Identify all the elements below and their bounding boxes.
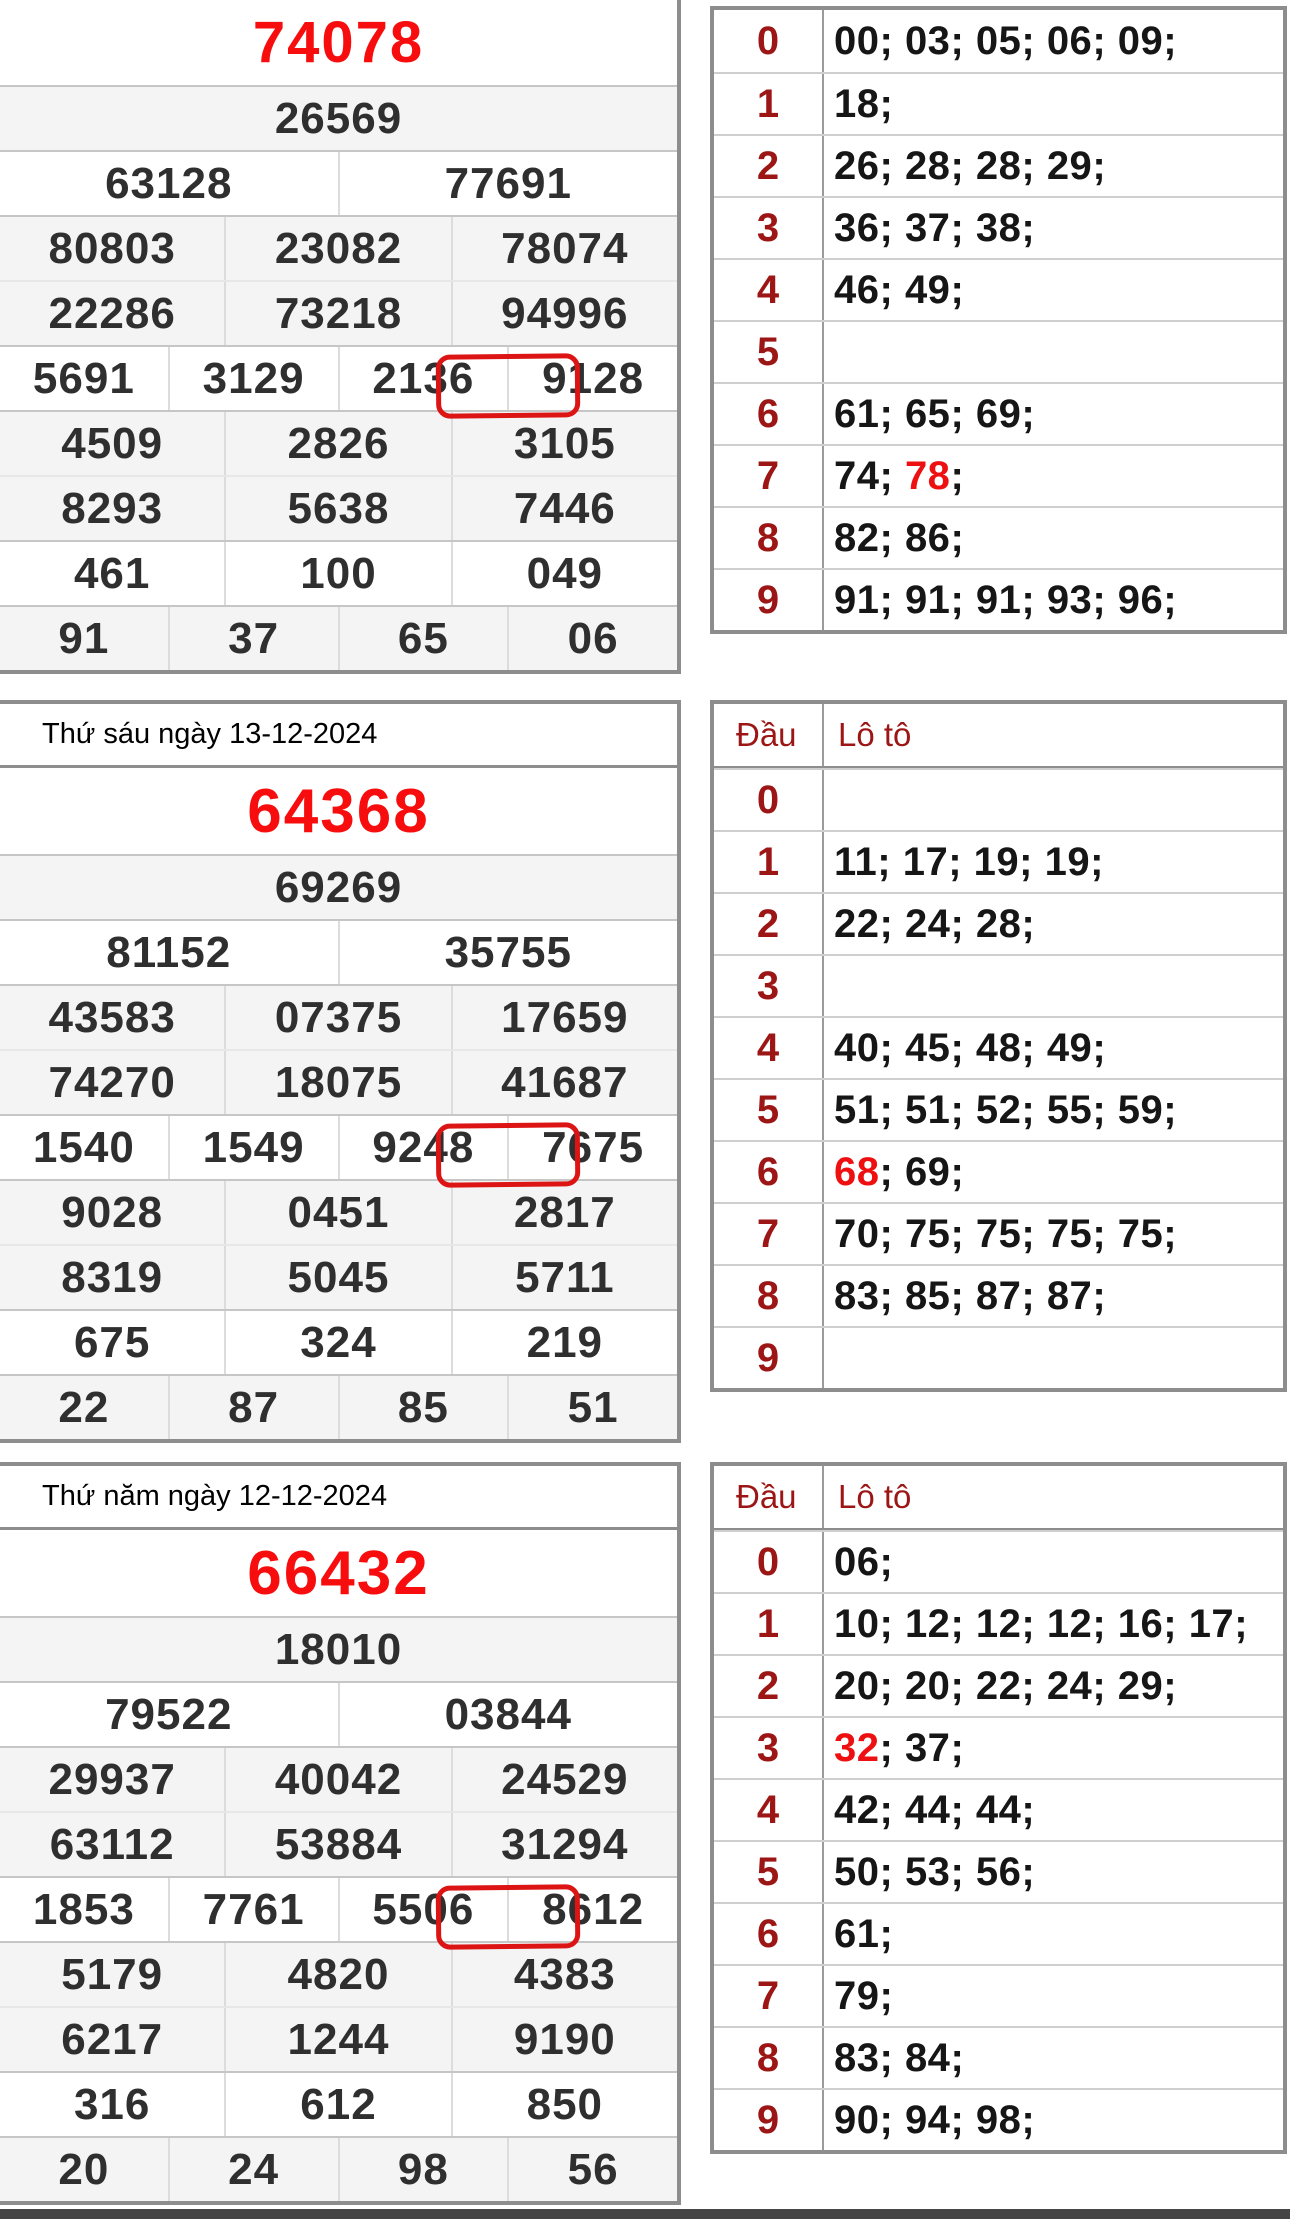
loto-value: 28 <box>975 901 1022 946</box>
loto-row <box>714 1716 1283 1778</box>
loto-values-cell: 18 ; <box>834 81 894 126</box>
prize-cell: 2817 <box>451 1181 677 1244</box>
special-prize-number: 74078 <box>252 10 425 75</box>
dau-loto-table-3 <box>710 1462 1287 2154</box>
prize-cell: 4820 <box>224 1943 450 2006</box>
loto-value-highlighted: 68 <box>834 1149 880 1194</box>
special-prize-row <box>0 768 677 854</box>
loto-row <box>714 954 1283 1016</box>
loto-row <box>714 1964 1283 2026</box>
loto-value: 03 <box>904 18 951 63</box>
prize-cell: 850 <box>451 2073 677 2136</box>
loto-value: 28 <box>904 143 951 188</box>
prize-cell: 81152 <box>106 927 232 977</box>
loto-value: 51 <box>834 1087 880 1132</box>
loto-values-cell: 26 ; 28 ; 28 ; 29 ; <box>834 143 1107 188</box>
loto-row <box>714 1592 1283 1654</box>
prize-table-1 <box>0 0 681 674</box>
dau-header-label: Đầu <box>714 1466 824 1528</box>
loto-value: 69 <box>904 1149 951 1194</box>
loto-value: 84 <box>904 2035 951 2080</box>
prize-cell: 31294 <box>451 1813 677 1876</box>
loto-value: 18 <box>834 81 880 126</box>
dau-digit-cell: 6 <box>714 1142 824 1202</box>
dau-digit-cell: 8 <box>714 508 824 568</box>
loto-value: 75 <box>1046 1211 1093 1256</box>
prize-row <box>0 345 677 410</box>
special-prize-row <box>0 0 677 85</box>
loto-value: 91 <box>904 577 951 622</box>
loto-row <box>714 1078 1283 1140</box>
loto-value: 44 <box>975 1787 1022 1832</box>
prize-row <box>0 919 677 984</box>
prize-row <box>0 2006 677 2071</box>
dau-digit-cell: 5 <box>714 1842 824 1902</box>
prize-cell: 7675 <box>507 1116 677 1179</box>
dau-digit-cell: 5 <box>714 1080 824 1140</box>
prize-cell: 100 <box>224 542 450 605</box>
loto-value: 83 <box>834 1273 880 1318</box>
dau-digit-cell: 0 <box>714 770 824 830</box>
prize-cell: 2826 <box>224 412 450 475</box>
loto-values-cell: 46 ; 49 ; <box>834 267 965 312</box>
dau-loto-table-1 <box>710 6 1287 634</box>
prize-cell: 87 <box>168 1376 338 1439</box>
loto-values-cell: 91 ; 91 ; 91 ; 93 ; 96 ; <box>834 577 1178 622</box>
loto-value: 00 <box>834 18 880 63</box>
prize-cell: 07375 <box>224 986 450 1049</box>
loto-value: 37 <box>904 1725 951 1770</box>
prize-cell: 74270 <box>48 1057 176 1107</box>
prize-cell: 5711 <box>451 1246 677 1309</box>
loto-row <box>714 1778 1283 1840</box>
prize-cell: 6217 <box>61 2014 164 2064</box>
loto-value: 46 <box>834 267 880 312</box>
prize-row <box>0 1876 677 1941</box>
date-header: Thứ sáu ngày 13-12-2024 <box>0 704 677 768</box>
dau-digit-cell: 7 <box>714 1966 824 2026</box>
prize-cell: 03844 <box>338 1683 678 1746</box>
loto-value: 36 <box>834 205 880 250</box>
loto-value: 91 <box>975 577 1022 622</box>
next-table-top-border <box>0 2209 1290 2219</box>
loto-value: 65 <box>904 391 951 436</box>
loto-value: 22 <box>975 1663 1022 1708</box>
loto-row <box>714 382 1283 444</box>
loto-value: 79 <box>834 1973 880 2018</box>
prize-cell: 24 <box>168 2138 338 2201</box>
prize-cell: 06 <box>507 607 677 670</box>
loto-values-cell: 83 ; 85 ; 87 ; 87 ; <box>834 1273 1107 1318</box>
loto-row <box>714 320 1283 382</box>
loto-row <box>714 2026 1283 2088</box>
prize-cell: 3129 <box>168 347 338 410</box>
prize-cell: 219 <box>451 1311 677 1374</box>
prize-cell: 24529 <box>451 1748 677 1811</box>
loto-value: 40 <box>834 1025 880 1070</box>
prize-cell: 7446 <box>451 477 677 540</box>
prize-cell: 78074 <box>451 217 677 280</box>
prize-row <box>0 475 677 540</box>
loto-row <box>714 568 1283 630</box>
loto-row <box>714 1264 1283 1326</box>
loto-row <box>714 1016 1283 1078</box>
dau-digit-cell: 9 <box>714 1328 824 1388</box>
loto-value: 12 <box>975 1601 1022 1646</box>
loto-value: 12 <box>904 1601 951 1646</box>
dau-digit-cell: 9 <box>714 2090 824 2150</box>
loto-values-cell: 50 ; 53 ; 56 ; <box>834 1849 1036 1894</box>
loto-value: 83 <box>834 2035 880 2080</box>
prize-cell: 049 <box>451 542 677 605</box>
prize-cell: 40042 <box>224 1748 450 1811</box>
prize-row <box>0 280 677 345</box>
prize-cell: 5179 <box>61 1949 164 1999</box>
dau-digit-cell: 2 <box>714 1656 824 1716</box>
prize-cell: 8319 <box>61 1252 164 1302</box>
loto-values-cell: 20 ; 20 ; 22 ; 24 ; 29 ; <box>834 1663 1178 1708</box>
dau-digit-cell: 6 <box>714 384 824 444</box>
prize-row <box>0 984 677 1049</box>
loto-values-cell: 79 ; <box>834 1973 894 2018</box>
prize-cell: 17659 <box>451 986 677 1049</box>
loto-values-cell <box>824 322 1283 382</box>
prize-cell: 65 <box>338 607 508 670</box>
loto-value: 56 <box>975 1849 1022 1894</box>
dau-digit-cell: 9 <box>714 570 824 630</box>
loto-value: 90 <box>834 2097 880 2142</box>
loto-row <box>714 444 1283 506</box>
prize-cell: 675 <box>73 1317 151 1367</box>
loto-value: 22 <box>834 901 880 946</box>
loto-value: 28 <box>975 143 1022 188</box>
prize-cell: 461 <box>73 548 151 598</box>
loto-values-cell: 61 ; 65 ; 69 ; <box>834 391 1036 436</box>
loto-row <box>714 1654 1283 1716</box>
date-header: Thứ năm ngày 12-12-2024 <box>0 1466 677 1530</box>
prize-cell: 91 <box>58 613 110 663</box>
loto-value: 53 <box>904 1849 951 1894</box>
special-prize-number: 64368 <box>247 776 430 846</box>
prize-cell: 9190 <box>451 2008 677 2071</box>
prize-row <box>0 854 677 919</box>
loto-values-cell: 42 ; 44 ; 44 ; <box>834 1787 1036 1832</box>
prize-cell: 324 <box>224 1311 450 1374</box>
loto-values-cell: 32 ; 37 ; <box>834 1725 965 1770</box>
prize-cell: 4383 <box>451 1943 677 2006</box>
loto-values-cell: 51 ; 51 ; 52 ; 55 ; 59 ; <box>834 1087 1178 1132</box>
loto-value: 20 <box>834 1663 880 1708</box>
loto-values-cell: 61 ; <box>834 1911 894 1956</box>
prize-cell: 5691 <box>32 353 135 403</box>
loto-value: 06 <box>834 1539 880 1584</box>
prize-row <box>0 605 677 670</box>
loto-row <box>714 196 1283 258</box>
dau-digit-cell: 1 <box>714 1594 824 1654</box>
prize-row <box>0 410 677 475</box>
prize-cell: 98 <box>338 2138 508 2201</box>
prize-cell: 94996 <box>451 282 677 345</box>
loto-values-cell <box>824 770 1283 830</box>
loto-value: 48 <box>975 1025 1022 1070</box>
loto-values-cell <box>824 956 1283 1016</box>
loto-value: 24 <box>1046 1663 1093 1708</box>
loto-value-highlighted: 32 <box>834 1725 880 1770</box>
loto-value: 06 <box>1046 18 1093 63</box>
prize-table-3 <box>0 1462 681 2205</box>
loto-values-cell: 36 ; 37 ; 38 ; <box>834 205 1036 250</box>
prize-cell: 1853 <box>32 1884 135 1934</box>
loto-value: 98 <box>975 2097 1022 2142</box>
loto-value: 29 <box>1117 1663 1164 1708</box>
prize-cell: 35755 <box>338 921 678 984</box>
loto-values-cell <box>824 1328 1283 1388</box>
loto-value: 85 <box>904 1273 951 1318</box>
prize-cell: 5045 <box>224 1246 450 1309</box>
dau-digit-cell: 2 <box>714 136 824 196</box>
loto-header-label: Lô tô <box>838 1478 912 1515</box>
prize-row <box>0 85 677 150</box>
loto-value: 75 <box>904 1211 951 1256</box>
loto-values-cell: 00 ; 03 ; 05 ; 06 ; 09 ; <box>834 18 1178 63</box>
dau-digit-cell: 7 <box>714 1204 824 1264</box>
loto-value: 38 <box>975 205 1022 250</box>
loto-row <box>714 10 1283 72</box>
loto-row <box>714 768 1283 830</box>
prize-cell: 51 <box>507 1376 677 1439</box>
loto-value: 61 <box>834 1911 880 1956</box>
loto-values-cell: 68 ; 69 ; <box>834 1149 965 1194</box>
dau-digit-cell: 8 <box>714 2028 824 2088</box>
dau-digit-cell: 3 <box>714 956 824 1016</box>
loto-value: 70 <box>834 1211 880 1256</box>
loto-value: 10 <box>834 1601 880 1646</box>
prize-cell: 22286 <box>48 288 176 338</box>
dau-digit-cell: 2 <box>714 894 824 954</box>
prize-row <box>0 1681 677 1746</box>
loto-value: 11 <box>834 839 878 884</box>
dau-digit-cell: 5 <box>714 322 824 382</box>
dau-digit-cell: 0 <box>714 10 824 72</box>
loto-value-highlighted: 78 <box>904 453 951 498</box>
dau-digit-cell: 7 <box>714 446 824 506</box>
prize-cell: 22 <box>58 1382 110 1432</box>
loto-value: 29 <box>1046 143 1093 188</box>
loto-value: 87 <box>1046 1273 1093 1318</box>
prize-cell: 77691 <box>338 152 678 215</box>
dau-digit-cell: 4 <box>714 1018 824 1078</box>
dau-digit-cell: 1 <box>714 74 824 134</box>
loto-row <box>714 506 1283 568</box>
loto-value: 19 <box>973 839 1020 884</box>
dau-digit-cell: 4 <box>714 1780 824 1840</box>
prize-row <box>0 150 677 215</box>
loto-value: 91 <box>834 577 880 622</box>
loto-value: 86 <box>904 515 951 560</box>
loto-value: 93 <box>1046 577 1093 622</box>
dau-digit-cell: 8 <box>714 1266 824 1326</box>
prize-cell: 316 <box>73 2079 151 2129</box>
prize-cell: 9028 <box>61 1187 164 1237</box>
special-prize-row <box>0 1530 677 1616</box>
prize-row <box>0 1811 677 1876</box>
loto-value: 37 <box>904 205 951 250</box>
loto-values-cell: 82 ; 86 ; <box>834 515 965 560</box>
prize-cell: 41687 <box>451 1051 677 1114</box>
loto-value: 42 <box>834 1787 880 1832</box>
loto-value: 52 <box>975 1087 1022 1132</box>
loto-value: 49 <box>1046 1025 1093 1070</box>
loto-value: 05 <box>975 18 1022 63</box>
loto-row <box>714 258 1283 320</box>
dau-header-label: Đầu <box>714 704 824 766</box>
loto-row <box>714 830 1283 892</box>
loto-value: 17 <box>1188 1601 1235 1646</box>
prize-cell: 612 <box>224 2073 450 2136</box>
dau-loto-header-row <box>714 1466 1283 1530</box>
prize-cell: 4509 <box>61 418 164 468</box>
dau-loto-header-row <box>714 704 1283 768</box>
loto-row <box>714 1840 1283 1902</box>
dau-digit-cell: 1 <box>714 832 824 892</box>
prize-cell: 0451 <box>224 1181 450 1244</box>
prize-cell: 23082 <box>224 217 450 280</box>
loto-row <box>714 1902 1283 1964</box>
loto-values-cell: 10 ; 12 ; 12 ; 12 ; 16 ; 17 ; <box>834 1601 1249 1646</box>
prize-cell: 9128 <box>507 347 677 410</box>
dau-digit-cell: 0 <box>714 1532 824 1592</box>
loto-row <box>714 2088 1283 2150</box>
loto-values-cell: 70 ; 75 ; 75 ; 75 ; 75 ; <box>834 1211 1178 1256</box>
prize-cell: 69269 <box>274 862 403 912</box>
loto-values-cell: 22 ; 24 ; 28 ; <box>834 901 1036 946</box>
prize-cell: 8612 <box>507 1878 677 1941</box>
prize-row <box>0 1309 677 1374</box>
prize-row <box>0 1114 677 1179</box>
loto-values-cell: 06 ; <box>834 1539 894 1584</box>
prize-cell: 18010 <box>274 1624 403 1674</box>
prize-cell: 80803 <box>48 223 176 273</box>
loto-value: 75 <box>1117 1211 1164 1256</box>
prize-row <box>0 1374 677 1439</box>
loto-header-label: Lô tô <box>838 716 912 753</box>
loto-row <box>714 134 1283 196</box>
special-prize-number: 66432 <box>247 1538 430 1608</box>
loto-value: 12 <box>1046 1601 1093 1646</box>
loto-value: 59 <box>1117 1087 1164 1132</box>
loto-row <box>714 1202 1283 1264</box>
loto-value: 87 <box>975 1273 1022 1318</box>
loto-row <box>714 1326 1283 1388</box>
loto-values-cell: 40 ; 45 ; 48 ; 49 ; <box>834 1025 1107 1070</box>
loto-value: 82 <box>834 515 880 560</box>
prize-row <box>0 1179 677 1244</box>
prize-cell: 85 <box>338 1376 508 1439</box>
prize-cell: 2136 <box>338 347 508 410</box>
dau-digit-cell: 3 <box>714 198 824 258</box>
prize-cell: 3105 <box>451 412 677 475</box>
prize-cell: 1540 <box>32 1122 135 1172</box>
prize-cell: 63112 <box>49 1819 175 1869</box>
prize-cell: 1244 <box>224 2008 450 2071</box>
prize-cell: 9248 <box>338 1116 508 1179</box>
prize-cell: 26569 <box>274 93 403 143</box>
loto-row <box>714 72 1283 134</box>
prize-row <box>0 215 677 280</box>
loto-value: 45 <box>904 1025 951 1070</box>
prize-row <box>0 2136 677 2201</box>
prize-cell: 43583 <box>48 992 176 1042</box>
loto-row <box>714 892 1283 954</box>
loto-row <box>714 1530 1283 1592</box>
prize-cell: 63128 <box>105 158 233 208</box>
loto-value: 51 <box>904 1087 951 1132</box>
prize-table-2 <box>0 700 681 1443</box>
prize-cell: 20 <box>58 2144 110 2194</box>
loto-value: 44 <box>904 1787 951 1832</box>
loto-value: 61 <box>834 391 880 436</box>
loto-value: 50 <box>834 1849 880 1894</box>
loto-values-cell: 74 ; 78 ; <box>834 453 965 498</box>
prize-cell: 73218 <box>224 282 450 345</box>
dau-loto-table-2 <box>710 700 1287 1392</box>
dau-digit-cell: 4 <box>714 260 824 320</box>
prize-cell: 7761 <box>168 1878 338 1941</box>
loto-value: 74 <box>834 453 880 498</box>
prize-cell: 37 <box>168 607 338 670</box>
loto-values-cell: 11 ; 17 ; 19 ; 19 ; <box>834 839 1104 884</box>
loto-value: 20 <box>904 1663 951 1708</box>
prize-cell: 5506 <box>338 1878 508 1941</box>
prize-cell: 18075 <box>224 1051 450 1114</box>
loto-value: 24 <box>904 901 951 946</box>
loto-value: 16 <box>1117 1601 1164 1646</box>
dau-digit-cell: 6 <box>714 1904 824 1964</box>
prize-cell: 53884 <box>224 1813 450 1876</box>
prize-cell: 29937 <box>48 1754 176 1804</box>
loto-value: 55 <box>1046 1087 1093 1132</box>
prize-cell: 5638 <box>224 477 450 540</box>
loto-value: 94 <box>904 2097 951 2142</box>
prize-row <box>0 2071 677 2136</box>
loto-value: 49 <box>904 267 951 312</box>
prize-cell: 56 <box>507 2138 677 2201</box>
loto-value: 19 <box>1044 839 1091 884</box>
prize-cell: 79522 <box>105 1689 233 1739</box>
prize-cell: 1549 <box>168 1116 338 1179</box>
prize-row <box>0 1746 677 1811</box>
prize-row <box>0 1244 677 1309</box>
dau-digit-cell: 3 <box>714 1718 824 1778</box>
loto-value: 75 <box>975 1211 1022 1256</box>
prize-cell: 8293 <box>61 483 164 533</box>
loto-value: 17 <box>902 839 949 884</box>
loto-value: 69 <box>975 391 1022 436</box>
prize-row <box>0 1049 677 1114</box>
loto-values-cell: 83 ; 84 ; <box>834 2035 965 2080</box>
prize-row <box>0 1616 677 1681</box>
loto-value: 09 <box>1117 18 1164 63</box>
prize-row <box>0 1941 677 2006</box>
loto-value: 96 <box>1117 577 1164 622</box>
loto-values-cell: 90 ; 94 ; 98 ; <box>834 2097 1036 2142</box>
prize-row <box>0 540 677 605</box>
loto-value: 26 <box>834 143 880 188</box>
loto-row <box>714 1140 1283 1202</box>
